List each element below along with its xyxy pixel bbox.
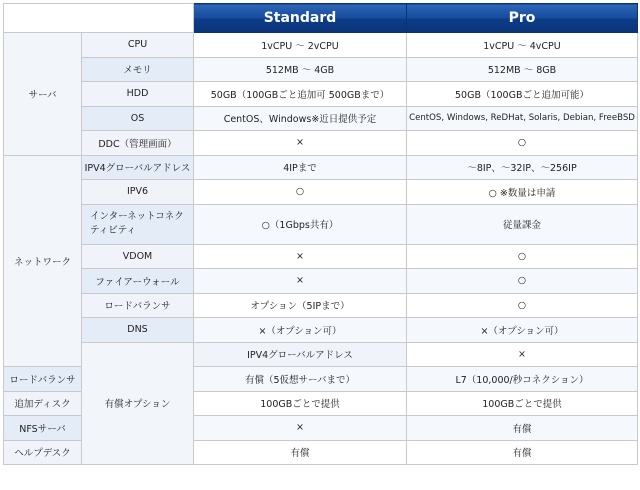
pro-value: ○	[407, 293, 638, 318]
header-blank-cell	[4, 4, 194, 33]
plan-comparison-table	[3, 3, 638, 465]
feature-label: NFSサーバ	[4, 416, 82, 441]
table-row	[4, 155, 638, 180]
feature-label: CPU	[82, 33, 194, 58]
table-row	[4, 106, 638, 131]
table-row	[4, 82, 638, 107]
pro-value: ○	[407, 131, 638, 156]
group-label-server: サーバ	[4, 33, 82, 156]
standard-value: 512MB ～ 4GB	[194, 57, 407, 82]
feature-label: ロードバランサ	[4, 367, 82, 392]
table-row	[4, 269, 638, 294]
standard-value: 100GBごとで提供	[194, 391, 407, 416]
pro-value: ～8IP、～32IP、～256IP	[407, 155, 638, 180]
pro-value: 従量課金	[407, 204, 638, 244]
standard-value: 有償（5仮想サーバまで）	[194, 367, 407, 392]
feature-label: IPV6	[82, 180, 194, 205]
pro-value: ○	[407, 244, 638, 269]
pro-value: ○ ※数量は申請	[407, 180, 638, 205]
standard-value: ×	[407, 342, 638, 367]
standard-value: 1vCPU ～ 2vCPU	[194, 33, 407, 58]
group-label-options: 有償オプション	[82, 342, 194, 465]
pro-value: ×（オプション可）	[407, 318, 638, 343]
feature-label: IPV4グローバルアドレス	[194, 342, 407, 367]
pro-value: 有償	[407, 440, 638, 465]
table-row	[4, 293, 638, 318]
standard-value: 50GB（100GBごと追加可 500GBまで）	[194, 82, 407, 107]
feature-label: DDC（管理画面）	[82, 131, 194, 156]
pro-plan-header: Pro	[407, 4, 638, 33]
pro-value: 1vCPU ～ 4vCPU	[407, 33, 638, 58]
feature-label: VDOM	[82, 244, 194, 269]
table-row	[4, 131, 638, 156]
table-row	[4, 180, 638, 205]
standard-value: ○（1Gbps共有）	[194, 204, 407, 244]
standard-value: ×	[194, 131, 407, 156]
feature-label: HDD	[82, 82, 194, 107]
standard-plan-header: Standard	[194, 4, 407, 33]
standard-value: ×（オプション可）	[194, 318, 407, 343]
standard-value: ○	[194, 180, 407, 205]
feature-label: OS	[82, 106, 194, 131]
pro-value: 50GB（100GBごと追加可能）	[407, 82, 638, 107]
group-label-network: ネットワーク	[4, 155, 82, 367]
table-row	[4, 57, 638, 82]
pro-value: 512MB ～ 8GB	[407, 57, 638, 82]
standard-value: 有償	[194, 440, 407, 465]
feature-label: メモリ	[82, 57, 194, 82]
table-row	[4, 318, 638, 343]
table-row	[4, 204, 638, 244]
table-row	[4, 244, 638, 269]
feature-label: ロードバランサ	[82, 293, 194, 318]
pro-value: ○	[407, 269, 638, 294]
feature-label: IPV4グローバルアドレス	[82, 155, 194, 180]
feature-label: インターネットコネクティビティ	[82, 204, 194, 244]
feature-label: ファイアーウォール	[82, 269, 194, 294]
pro-value: CentOS, Windows, ReDHat, Solaris, Debian, FreeBSD	[407, 106, 638, 131]
pro-value: 有償	[407, 416, 638, 441]
feature-label: DNS	[82, 318, 194, 343]
standard-value: ×	[194, 416, 407, 441]
table-row	[4, 33, 638, 58]
table-header-row	[4, 4, 638, 33]
feature-label: ヘルプデスク	[4, 440, 82, 465]
standard-value: オプション（5IPまで）	[194, 293, 407, 318]
standard-value: CentOS、Windows※近日提供予定	[194, 106, 407, 131]
pro-value: L7（10,000/秒コネクション）	[407, 367, 638, 392]
standard-value: ×	[194, 244, 407, 269]
feature-label: 追加ディスク	[4, 391, 82, 416]
table-row	[4, 342, 638, 367]
standard-value: 4IPまで	[194, 155, 407, 180]
pro-value: 100GBごとで提供	[407, 391, 638, 416]
standard-value: ×	[194, 269, 407, 294]
